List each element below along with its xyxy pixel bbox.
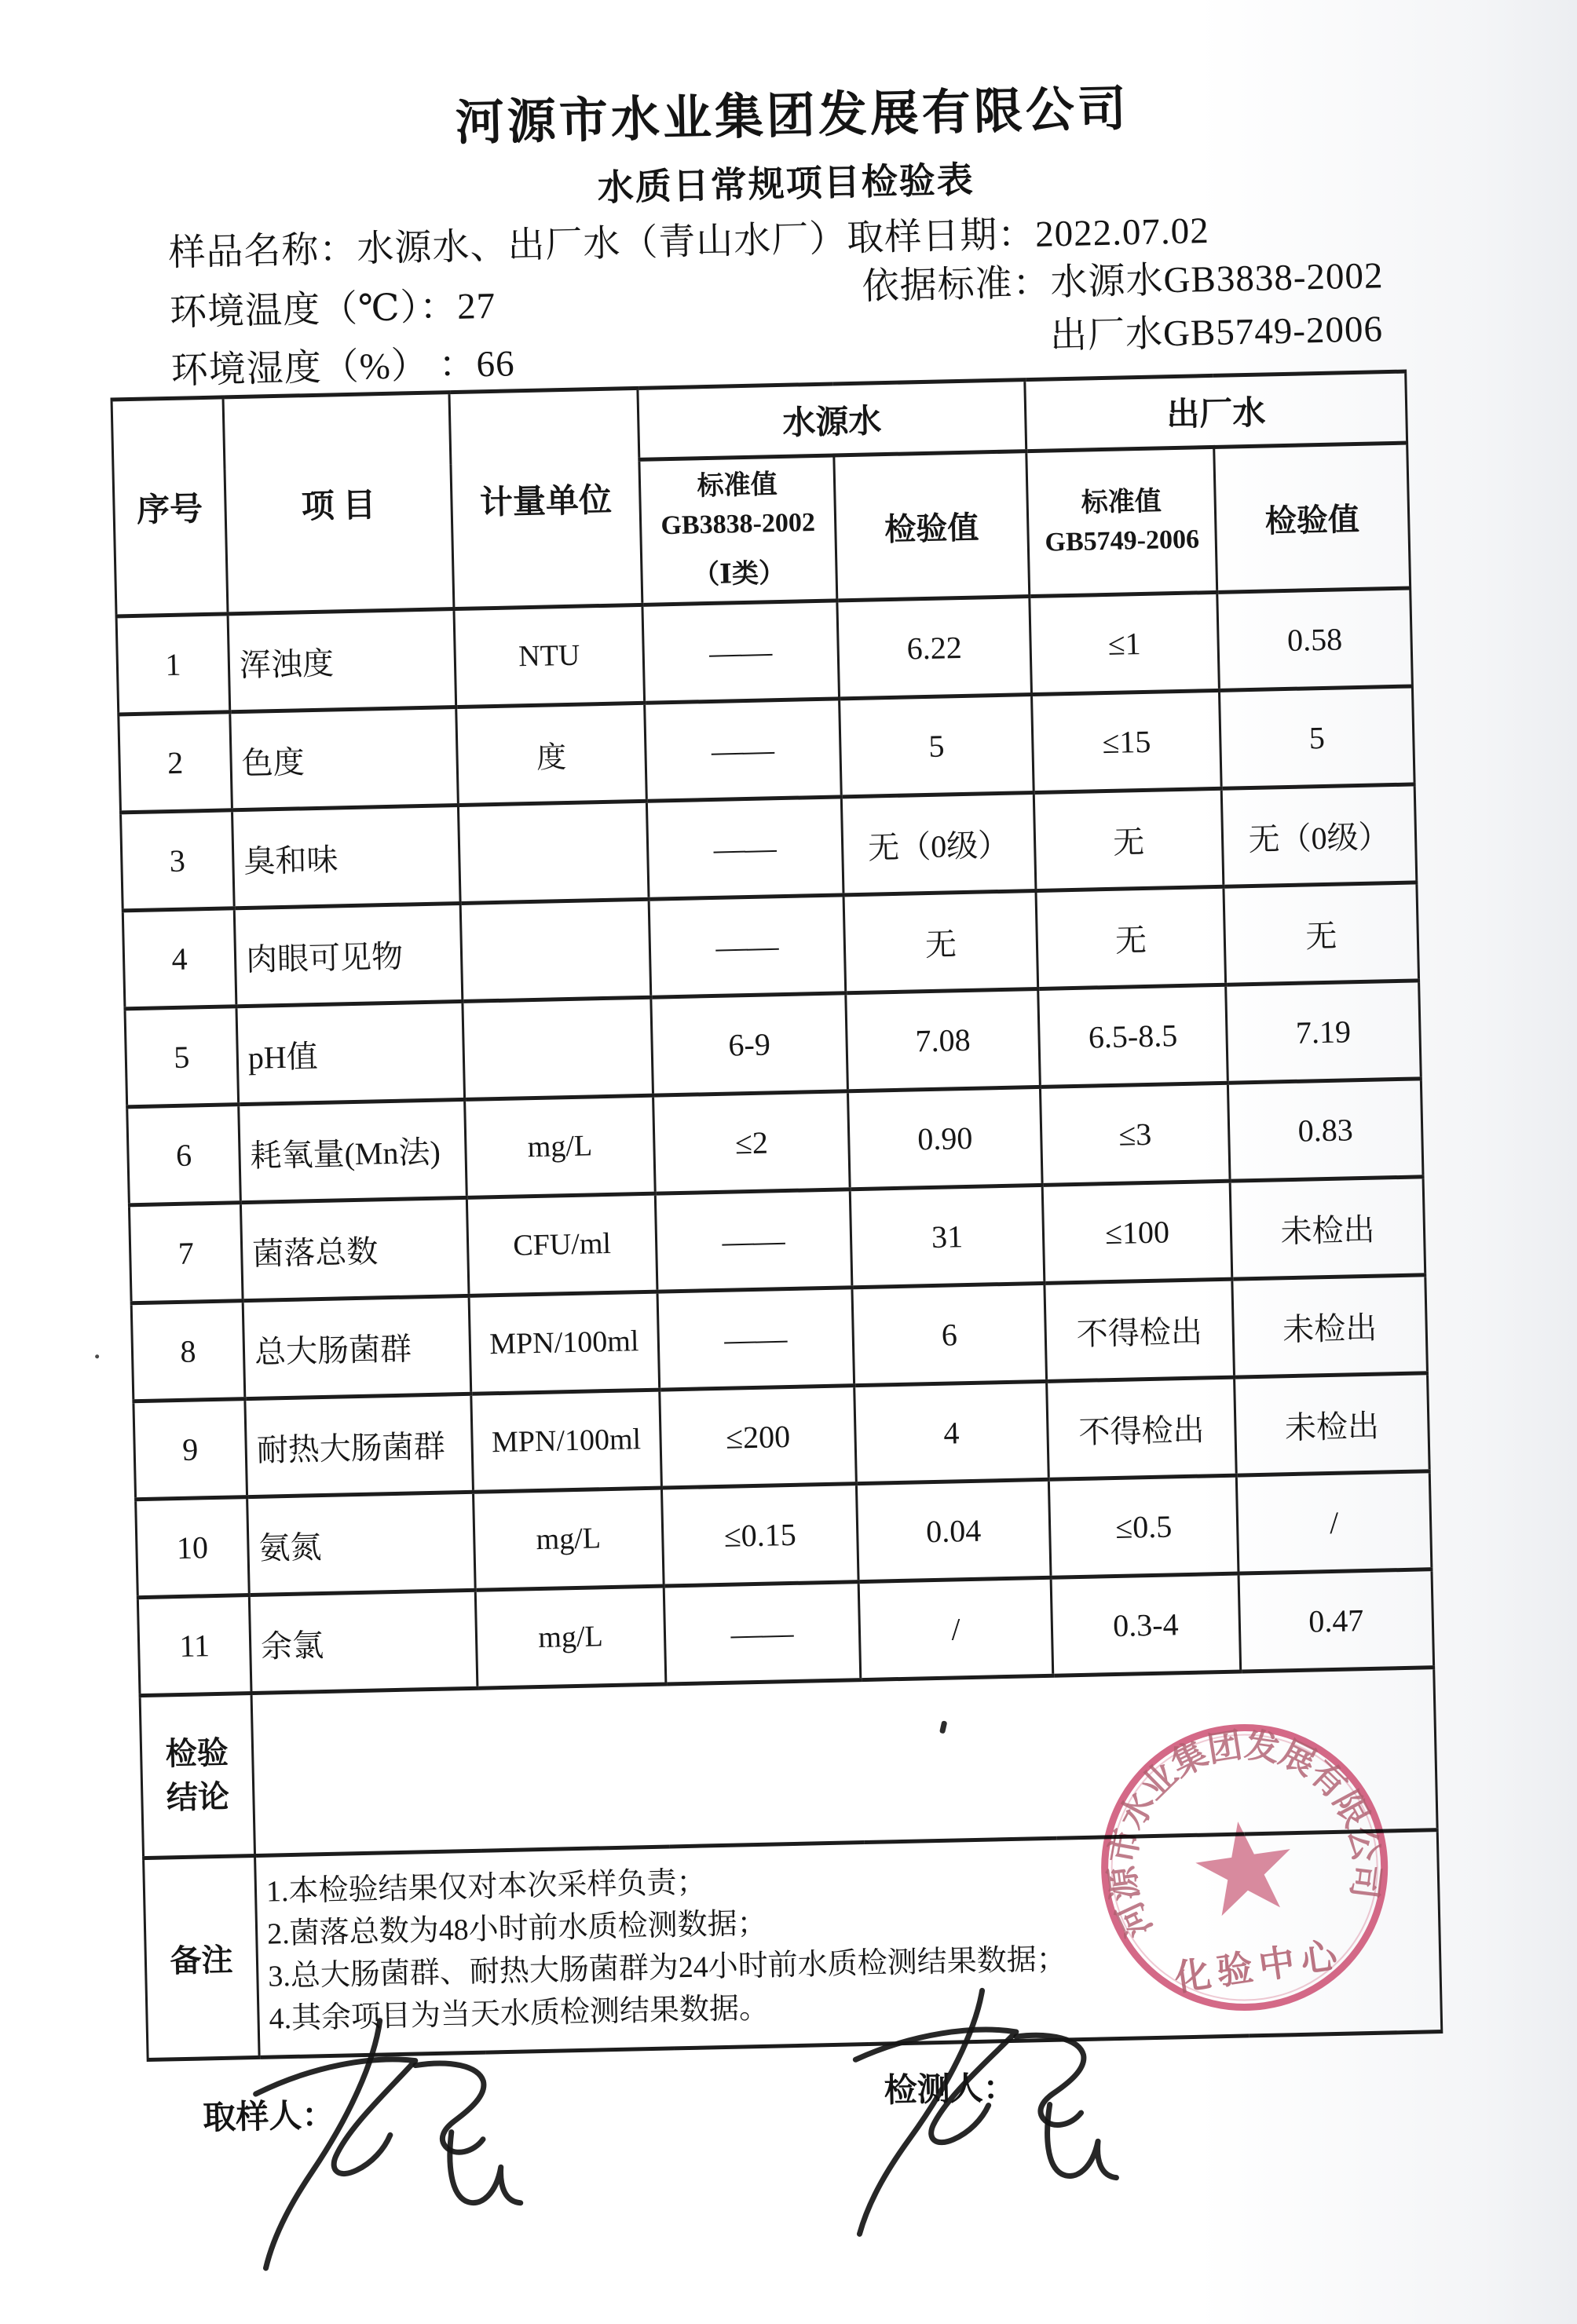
factory-standard-line: 标准值 — [1081, 487, 1162, 518]
row-item: pH值 — [236, 1001, 465, 1104]
factory-standard-line: GB5749-2006 — [1045, 524, 1200, 557]
header-unit: 计量单位 — [449, 388, 642, 608]
header-group-source-water: 水源水 — [638, 380, 1026, 460]
seal-star-icon — [1191, 1814, 1298, 1918]
factory-tested-value: 7.19 — [1226, 981, 1421, 1083]
page-title: 河源市水业集团发展有限公司 — [455, 82, 1130, 151]
doc-subtitle: 水质日常规项目检验表 — [597, 159, 975, 208]
source-standard-value: —— — [655, 1189, 852, 1292]
row-unit: mg/L — [474, 1488, 664, 1590]
row-no: 9 — [134, 1399, 247, 1500]
factory-standard-value: ≤15 — [1032, 690, 1222, 792]
factory-standard-value: ≤3 — [1040, 1083, 1230, 1185]
row-no: 5 — [125, 1007, 239, 1107]
factory-tested-value: 0.58 — [1217, 588, 1413, 690]
source-tested-value: 31 — [850, 1185, 1045, 1287]
row-unit — [458, 801, 649, 903]
source-standard-line: GB3838-2002 — [660, 508, 816, 541]
row-no: 6 — [127, 1105, 241, 1205]
row-unit — [463, 997, 653, 1099]
row-unit: MPN/100ml — [471, 1390, 662, 1492]
row-unit: 度 — [456, 703, 647, 805]
factory-tested-value: 未检出 — [1235, 1373, 1430, 1475]
factory-tested-value: 0.83 — [1228, 1079, 1423, 1181]
source-standard-line: 标准值 — [697, 470, 778, 502]
row-item: 耗氧量(Mn法) — [239, 1099, 467, 1202]
source-tested-value: 无（0级） — [841, 793, 1036, 895]
row-item: 臭和味 — [232, 806, 460, 908]
source-standard-value: —— — [645, 699, 842, 801]
factory-water-standard: 出厂水GB5749-2006 — [1049, 309, 1384, 357]
factory-tested-value: / — [1236, 1471, 1432, 1573]
header-source-standard — [639, 455, 837, 605]
row-no: 8 — [131, 1301, 245, 1401]
remark-line: 4.其余项目为当天水质检测结果数据。 — [269, 1991, 770, 2036]
source-standard-line: （Ⅰ类） — [692, 558, 786, 590]
conclusion-label — [140, 1694, 254, 1858]
env-temperature: 环境温度（℃）：27 — [169, 285, 496, 334]
row-unit — [460, 899, 651, 1001]
seal-center-text: 化验中心 — [1172, 1934, 1346, 1999]
sample-name-value: 水源水、出厂水（青山水厂） — [356, 218, 847, 270]
conclusion-label-line: 检验 — [165, 1734, 229, 1772]
row-item: 浑浊度 — [228, 609, 456, 712]
row-item: 耐热大肠菌群 — [245, 1394, 474, 1496]
source-standard-value: —— — [664, 1582, 861, 1684]
header-factory-tested: 检验值 — [1214, 443, 1411, 592]
factory-standard-value: ≤0.5 — [1048, 1475, 1239, 1577]
tester-signature — [807, 1984, 1132, 2247]
remark-line: 1.本检验结果仅对本次采样负责； — [265, 1865, 707, 1909]
factory-standard-value: 不得检出 — [1045, 1279, 1235, 1381]
remarks-label: 备注 — [144, 1855, 260, 2059]
factory-tested-value: 未检出 — [1230, 1177, 1425, 1279]
ink-speck — [95, 1354, 99, 1358]
factory-standard-value: 0.3-4 — [1051, 1573, 1241, 1675]
source-tested-value: 无 — [843, 891, 1038, 993]
source-tested-value: / — [858, 1577, 1053, 1679]
header-factory-standard — [1026, 447, 1217, 596]
conclusion-label-line: 结论 — [166, 1778, 230, 1816]
sampler-label: 取样人： — [202, 2097, 335, 2137]
header-source-tested: 检验值 — [834, 451, 1030, 601]
header-no: 序号 — [112, 397, 228, 616]
source-standard-value: —— — [646, 797, 843, 899]
row-no: 3 — [121, 810, 235, 911]
row-unit: CFU/ml — [467, 1193, 657, 1295]
factory-tested-value: 未检出 — [1232, 1275, 1428, 1377]
source-standard-value: 6-9 — [651, 993, 848, 1095]
row-item: 肉眼可见物 — [234, 903, 463, 1006]
source-standard-value: —— — [642, 601, 840, 703]
row-no: 7 — [129, 1203, 243, 1303]
source-tested-value: 7.08 — [846, 988, 1041, 1091]
source-standard-value: ≤2 — [653, 1091, 851, 1193]
factory-tested-value: 0.47 — [1239, 1569, 1434, 1672]
row-no: 2 — [119, 712, 232, 813]
row-unit: NTU — [454, 605, 645, 707]
factory-standard-value: 6.5-8.5 — [1038, 985, 1228, 1087]
source-tested-value: 5 — [840, 695, 1034, 797]
row-unit: mg/L — [475, 1586, 666, 1688]
sample-name-label: 样品名称： — [167, 228, 358, 274]
source-tested-value: 6.22 — [837, 597, 1032, 699]
header-group-factory-water: 出厂水 — [1025, 371, 1407, 451]
sampling-date-label: 取样日期： — [846, 214, 1036, 260]
remark-line: 3.总大肠菌群、耐热大肠菌群为24小时前水质检测结果数据； — [267, 1942, 1067, 1993]
source-standard-value: ≤0.15 — [661, 1484, 858, 1586]
row-no: 10 — [136, 1497, 250, 1598]
factory-standard-value: ≤1 — [1030, 592, 1220, 694]
source-standard-value: —— — [657, 1288, 854, 1390]
factory-tested-value: 无 — [1224, 882, 1419, 985]
row-unit: mg/L — [465, 1095, 656, 1197]
factory-standard-value: 不得检出 — [1047, 1377, 1237, 1479]
env-humidity: 环境湿度（%） ：66 — [170, 343, 516, 392]
factory-standard-value: 无 — [1036, 886, 1226, 988]
standard-basis-label: 依据标准： — [862, 262, 1052, 308]
remark-line: 2.菌落总数为48小时前水质检测数据； — [266, 1906, 768, 1951]
row-no: 4 — [123, 908, 236, 1009]
sampling-date-value: 2022.07.02 — [1034, 210, 1210, 255]
source-standard-value: ≤200 — [660, 1386, 857, 1488]
sampler-signature — [209, 2012, 536, 2278]
row-item: 色度 — [230, 707, 459, 810]
header-item: 项 目 — [223, 393, 454, 614]
row-item: 菌落总数 — [240, 1197, 469, 1300]
source-tested-value: 0.90 — [847, 1087, 1042, 1189]
source-tested-value: 6 — [852, 1283, 1047, 1385]
factory-tested-value: 5 — [1219, 686, 1414, 788]
source-tested-value: 4 — [854, 1381, 1049, 1483]
row-item: 余氯 — [249, 1590, 477, 1693]
company-seal — [1071, 1694, 1418, 2041]
row-no: 1 — [116, 614, 230, 714]
factory-standard-value: ≤100 — [1042, 1181, 1232, 1283]
factory-tested-value: 无（0级） — [1221, 784, 1417, 886]
source-water-standard: 水源水GB3838-2002 — [1050, 255, 1385, 304]
source-standard-value: —— — [649, 895, 846, 997]
row-item: 氨氮 — [247, 1492, 476, 1595]
source-tested-value: 0.04 — [856, 1479, 1051, 1581]
row-unit: MPN/100ml — [469, 1292, 660, 1394]
seal-arc-text: 河源市水业集团发展有限公司 — [1103, 1726, 1387, 1943]
tester-label: 检测人： — [884, 2070, 1017, 2110]
factory-standard-value: 无 — [1034, 788, 1224, 890]
row-item: 总大肠菌群 — [243, 1295, 471, 1398]
row-no: 11 — [137, 1595, 251, 1696]
